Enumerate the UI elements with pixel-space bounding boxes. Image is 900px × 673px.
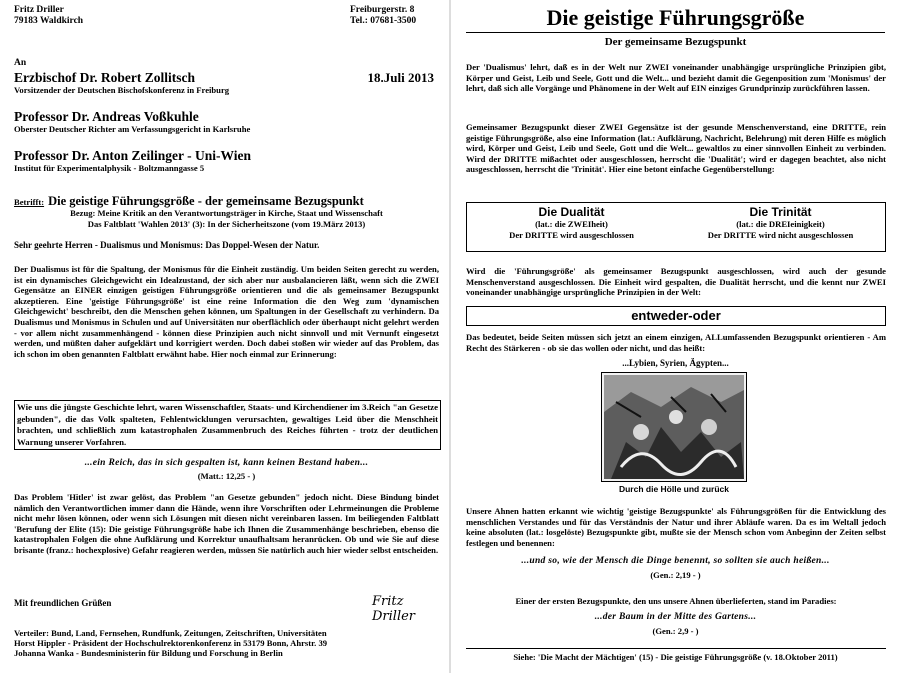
leaflet-paragraph-2: Gemeinsamer Bezugspunkt dieser ZWEI Gegensätze ist der gesunde Menschenverstand, eine DRITTE, rein geistige Führungsgröße, also eine Information (lat.: Aufklärung, Nachricht, Belehrung) mit deren Hilfe es möglich wird, Körper und Geist, Leib und Seele, Gott und die Welt... gewaltlos zu einer sinnvollen Einheit zu verbinden. Wird der DRITTE mißachtet oder ausgeschlossen, herrscht die 'Dualität'; wird er dagegen beachtet, also nicht ausgeschlossen, herrscht die 'Trinität'. Hier eine betont einfache Gegenüberstellung: [466, 122, 886, 175]
leaflet-paragraph-6: Einer der ersten Bezugspunkte, den uns unsere Ahnen überlieferten, stand im Paradies: [515, 596, 837, 606]
bible-quote: ...ein Reich, das in sich gespalten ist, kann keinen Bestand haben... [84, 458, 369, 468]
title-rule [466, 32, 885, 33]
duality-latin: (lat.: die ZWEIheit) [535, 219, 608, 229]
letter-paragraph-2: Das Problem 'Hitler' ist zwar gelöst, das Problem "an Gesetze gebunden" jedoch nicht. Diese Bindung bindet nämlich den Verantwortlichen immer dann die Hände, wenn ihre Vorschriften oder Lehrmeinungen die Probleme nicht mehr lösen können, oder wenn sich Lösungen mit diesen nicht vereinbaren lassen. Im beiliegenden Faltblatt 'Berufung der Elite (15): Die geistige Führungsgröße habe ich Ihnen die Zusammenhänge beschrieben, ebenso die katastrophalen Folgen die ohne Aufklärung und Korrektur unaufhaltsam heranrücken. Ob und wie Sie auf diese brisante (franz.: hochexplosive) Gefahr reagieren werden, müssen Sie natürlich auch hier wieder selbst entscheiden. [14, 492, 439, 555]
letter-paragraph-1: Der Dualismus ist für die Spaltung, der Monismus für die Einheit zuständig. Um beiden Seiten gerecht zu werden, ist ein dynamisches Gleichgewicht ein Idealzustand, der sich aber nur ausbalancieren läßt, wenn sich die ZWEI Gegensätze an EINER einzigen geistigen Führungsgröße orientieren und die als gemeinsamer Bezugspunkt akzeptieren. Eine 'geistige Führungsgröße' ist eine reine Information die den Weg zum 'dynamischen Gleichgewicht' beschreibt, den die Menschen gehen können, um Spaltungen in der Gesellschaft zu verhindern. Da Dualismus und Monismus in Schulen und auf Universitäten nur oberflächlich oder überhaupt nicht gelehrt werden - vor allem nicht zusammenhängend - können diese Prinzipien auch nicht sinnvoll und mit Vernunft eingesetzt werden, und müßten daher aufgeklärt und korrigiert werden. Doch dabei stoßen wir wieder auf das Problem, das ich schon im oben genannten Faltblatt erwähnt habe. Hier noch einmal zur Erinnerung: [14, 264, 439, 359]
comparison-duality [467, 205, 676, 241]
footer-rule [466, 648, 886, 649]
leaflet-paragraph-1: Der 'Dualismus' lehrt, daß es in der Welt nur ZWEI voneinander unabhängige ursprüngliche Prinzipien gibt, Körper und Geist, Leib und Seele, Gott und die Welt... und bezieht damit die Gegenposition zum 'Monismus' der lehrt, daß sich alle Vorgänge und Phänomene in der Welt auf EIN einziges Grundprinzip zurückführen lassen. [466, 62, 886, 94]
duality-rule: Der DRITTE wird ausgeschlossen [509, 230, 634, 240]
recipient-3-role: Institut für Experimentalphysik - Boltzmanngasse 5 [14, 163, 205, 173]
reference [14, 208, 439, 229]
comparison-box [466, 202, 886, 252]
genesis-reference-1: (Gen.: 2,19 - ) [650, 570, 701, 580]
letter-page [0, 0, 449, 673]
trinity-rule: Der DRITTE wird nicht ausgeschlossen [707, 230, 854, 240]
distribution [14, 628, 444, 659]
distribution-line-2: Horst Hippler - Präsident der Hochschulrektorenkonferenz in 53179 Bonn, Ahrstr. 39 [14, 638, 328, 649]
boxed-quote-text: Wie uns die jüngste Geschichte lehrt, waren Wissenschaftler, Staats- und Kirchendiener im 3.Reich "an Gesetze gebunden", die das Volk spalteten, Fehlentwicklungen verursachten, gewaltiges Leid über die Menschheit brachten, und schließlich zum katastrophalen Zusammenbruch des Reiches führten - trotz der deutlichen Warnung unserer Vorfahren. [17, 402, 438, 447]
sender-block [14, 5, 83, 27]
trinity-latin: (lat.: die DREIeinigkeit) [736, 219, 825, 229]
leaflet-paragraph-3: Wird die 'Führungsgröße' als gemeinsamer Bezugspunkt ausgeschlossen, wird auch der gesunde Menschenverstand ausgeschlossen. Die Einheit wird gespalten, die Dualität herrscht, und die kennt nur ZWEI voneinander unabhängige ursprüngliche Prinzipien in der Welt: [466, 266, 886, 298]
recipient-3-name: Professor Dr. Anton Zeilinger - Uni-Wien [14, 148, 252, 163]
subject-label: Betrifft: [14, 197, 45, 207]
woodcut-illustration [601, 372, 747, 482]
bible-reference: (Matt.: 12,25 - ) [197, 471, 256, 481]
leaflet-paragraph-5: Unsere Ahnen hatten erkannt wie wichtig 'geistige Bezugspunkte' als Führungsgrößen für die Entwicklung des menschlichen Verstandes und für das Verständnis der Natur und ihrer Abläufe waren. Da es im Weltall jedoch keine absoluten (lat.: losgelöste) Bezugspunkte gibt, mußte sie der Mensch schon vom Anbeginn der Zeiten selbst festlegen und benennen: [466, 506, 886, 548]
recipient-2-role: Oberster Deutscher Richter am Verfassungsgericht in Karlsruhe [14, 124, 251, 134]
leaflet-title: Die geistige Führungsgröße [546, 5, 805, 30]
sender-address [350, 5, 416, 27]
genesis-quote-1: ...und so, wie der Mensch die Dinge benennt, so sollten sie auch heißen... [521, 556, 830, 566]
sender-phone: Tel.: 07681-3500 [350, 16, 417, 26]
distribution-line-3: Johanna Wanka - Bundesministerin für Bildung und Forschung in Berlin [14, 648, 283, 659]
comparison-trinity [676, 205, 885, 241]
leaflet-subtitle: Der gemeinsame Bezugspunkt [604, 36, 747, 48]
sender-street: Freiburgerstr. 8 [350, 5, 415, 15]
letter-date: 18.Juli 2013 [367, 70, 434, 85]
recipient-1-name: Erzbischof Dr. Robert Zollitsch [14, 70, 195, 85]
recipients-label: An [14, 58, 27, 68]
either-or-box: entweder-oder [466, 306, 886, 326]
reference-line-1: Bezug: Meine Kritik an den Verantwortungsträger in Kirche, Staat und Wissenschaft [70, 208, 383, 218]
leaflet-paragraph-4: Das bedeutet, beide Seiten müssen sich jetzt an einem einzigen, ALLumfassenden Bezugspunkt orientieren - Am Recht des Stärkeren - ob sie das wollen oder nicht, und das heißt: [466, 332, 886, 353]
leaflet-page [451, 0, 900, 673]
closing: Mit freundlichen Grüßen [14, 598, 112, 608]
sender-name: Fritz Driller [14, 5, 64, 15]
places-list: ...Lybien, Syrien, Ägypten... [622, 358, 729, 368]
recipient-2-name: Professor Dr. Andreas Voßkuhle [14, 109, 199, 124]
distribution-line-1: Verteiler: Bund, Land, Fernsehen, Rundfunk, Zeitungen, Zeitschriften, Universitäten [14, 628, 327, 638]
signature: Fritz Driller [372, 594, 416, 624]
reference-line-2: Das Faltblatt 'Wahlen 2013' (3): In der Sicherheitszone (vom 19.März 2013) [87, 218, 366, 229]
boxed-quote [14, 400, 441, 450]
sender-city: 79183 Waldkirch [14, 16, 84, 26]
trinity-heading: Die Trinität [749, 205, 812, 219]
image-caption: Durch die Hölle und zurück [618, 484, 730, 494]
recipient-1-role: Vorsitzender der Deutschen Bischofskonferenz in Freiburg [14, 85, 230, 95]
genesis-reference-2: (Gen.: 2,9 - ) [652, 626, 699, 636]
salutation: Sehr geehrte Herren - Dualismus und Monismus: Das Doppel-Wesen der Natur. [14, 240, 320, 250]
subject: Die geistige Führungsgröße - der gemeinsame Bezugspunkt [48, 194, 364, 208]
genesis-quote-2: ...der Baum in der Mitte des Gartens... [594, 612, 757, 622]
recipients [14, 70, 434, 173]
duality-heading: Die Dualität [538, 205, 605, 219]
leaflet-footer: Siehe: 'Die Macht der Mächtigen' (15) - Die geistige Führungsgröße (v. 18.Oktober 2011) [513, 652, 838, 662]
